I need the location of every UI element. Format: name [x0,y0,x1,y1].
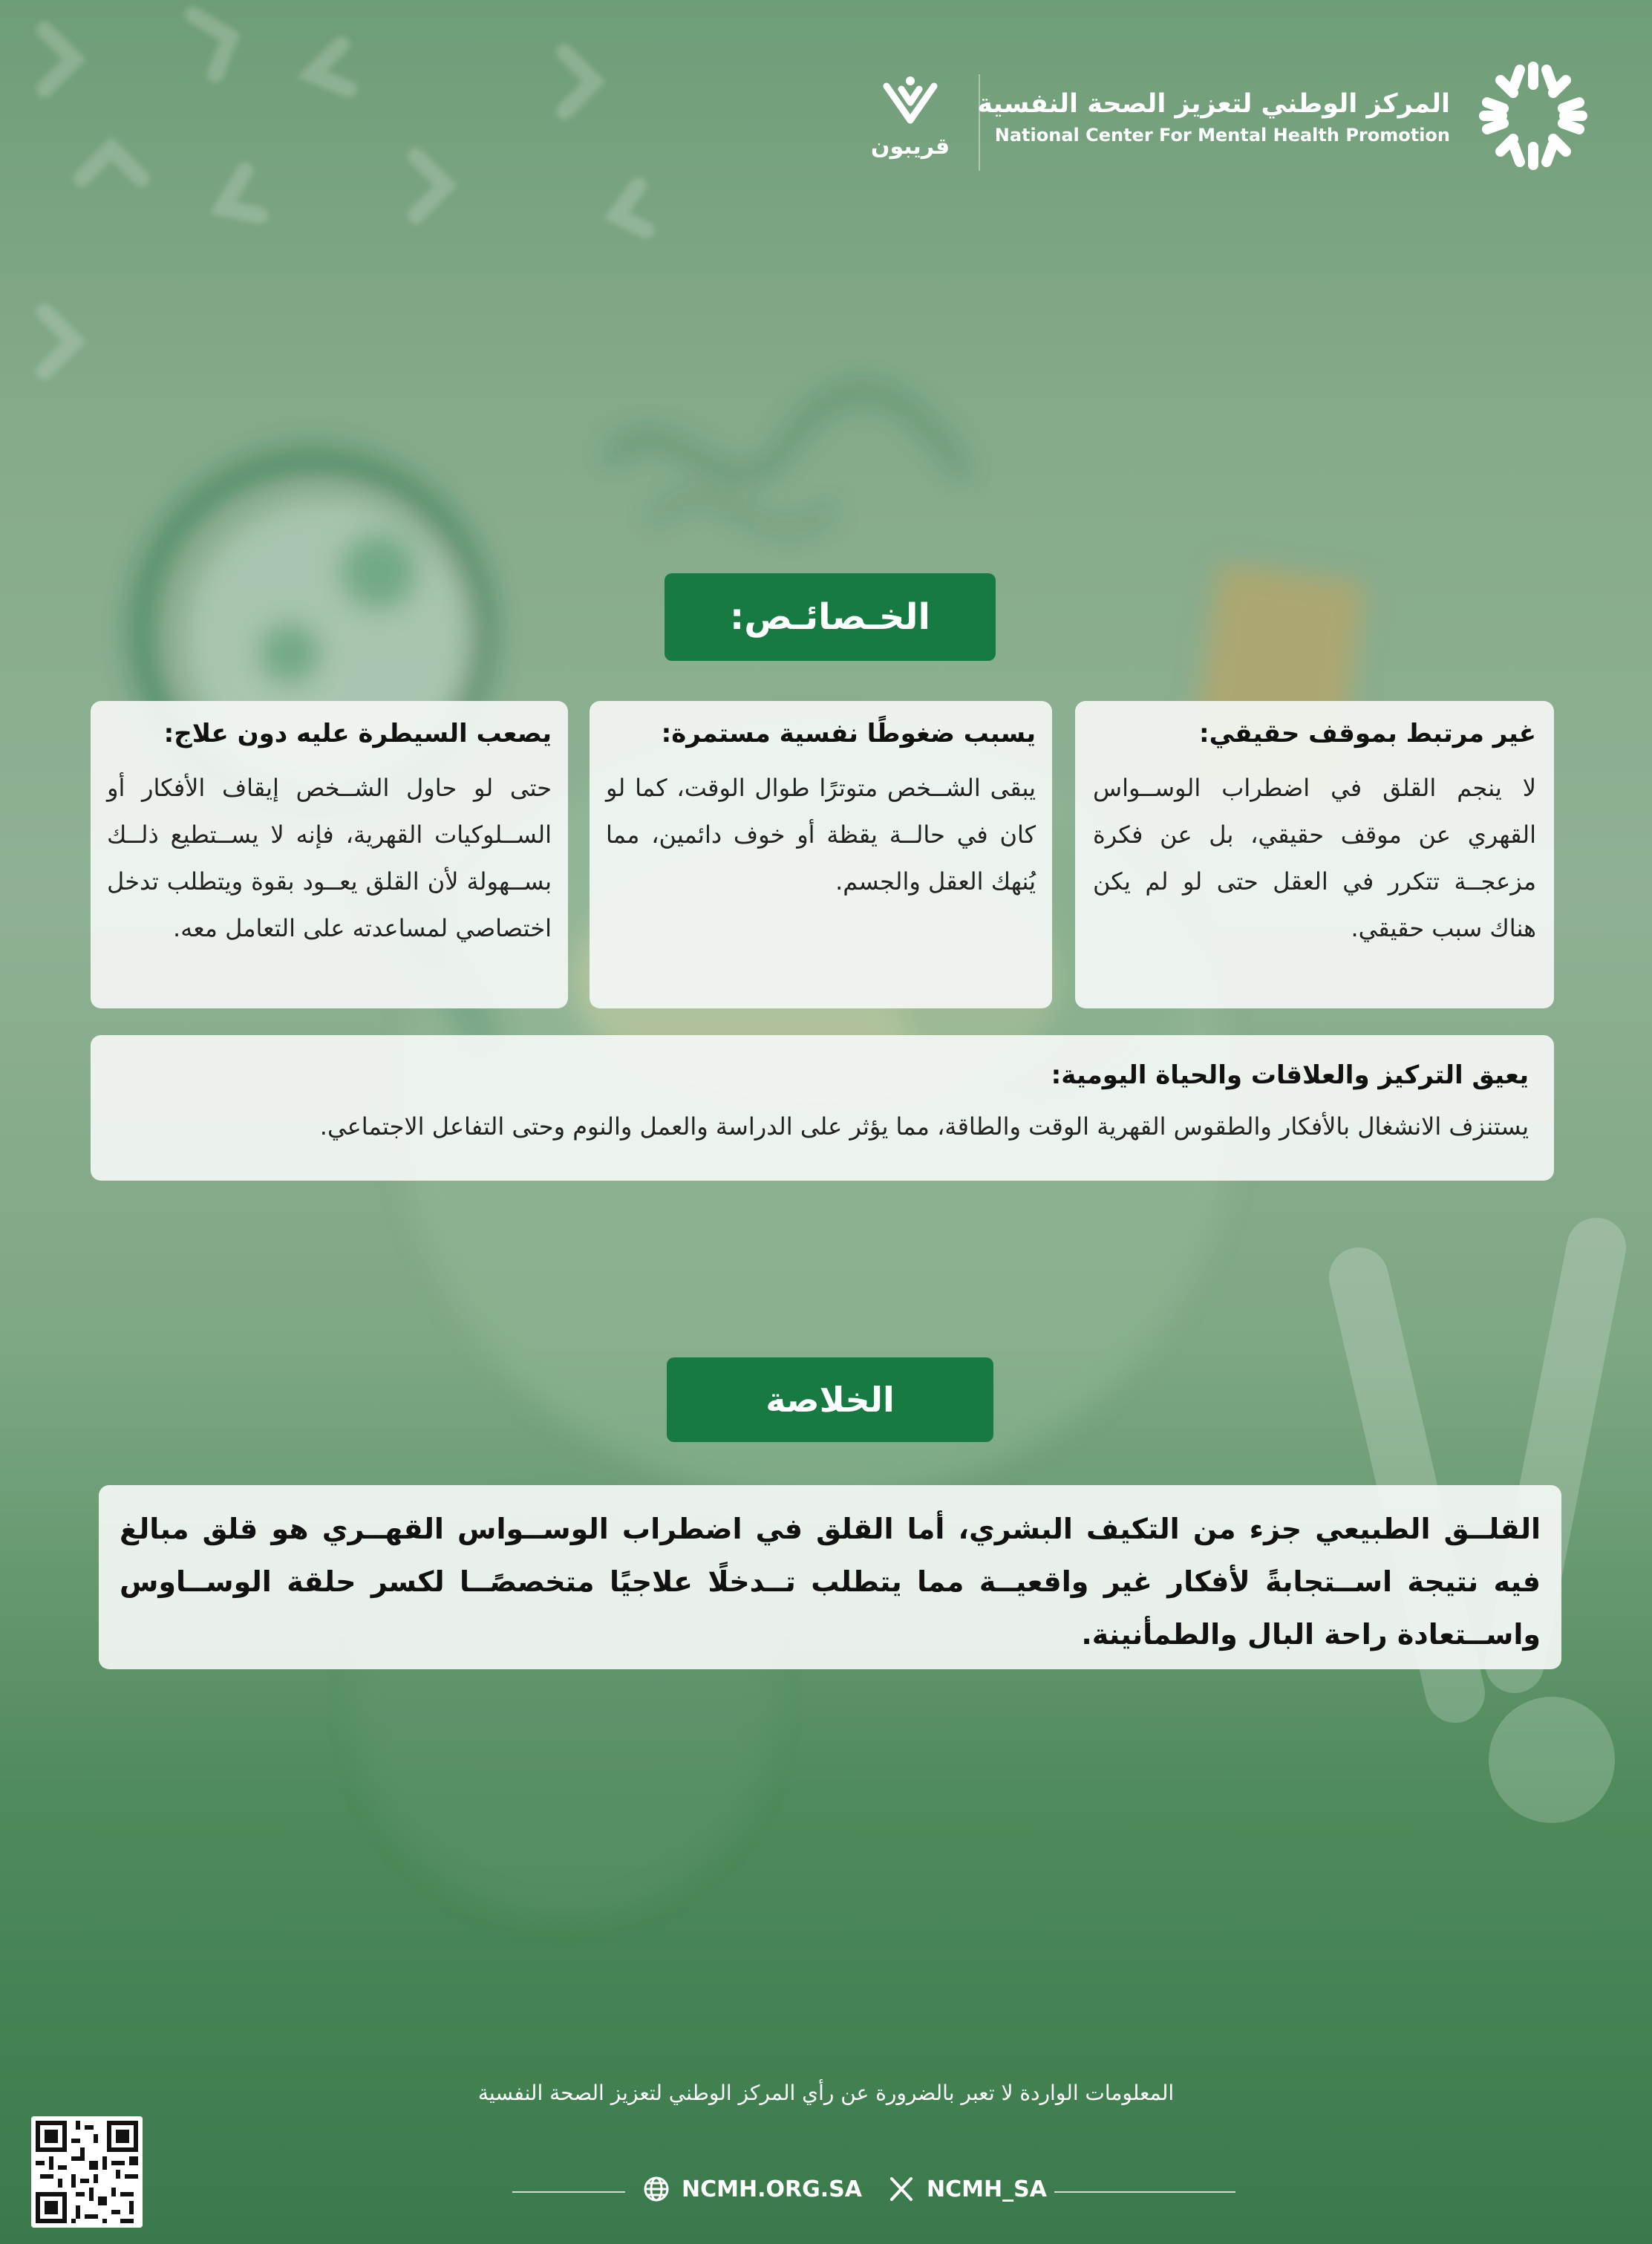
ncmh-logo-icon [1474,56,1593,175]
qareeboon-logo-icon [875,74,946,132]
characteristic-card-title: يسبب ضغوطًا نفسية مستمرة: [661,719,1036,748]
characteristic-card-title: يعيق التركيز والعلاقات والحياة اليومية: [1051,1060,1529,1090]
summary-heading: الخلاصة [667,1357,993,1442]
summary-body: القلــق الطبيعي جزء من التكيف البشري، أما القلق في اضطراب الوســواس القهــري هو قلق مبالغ فيه نتيجة اســتجابةً لأفكار غير واقعيــة مما يتطلب تــدخلًا علاجيًا متخصصًــا لكسر حلقة الوســاوس واســتعادة راحة البال والطمأنينة. [120,1513,1541,1651]
characteristic-card-wide [91,1035,1554,1181]
x-handle-text: NCMH_SA [927,2176,1047,2202]
org-name-english: National Center For Mental Health Promotion [994,125,1450,146]
globe-icon [643,2176,670,2202]
characteristic-card [1075,701,1554,1008]
characteristic-card-title: يصعب السيطرة عليه دون علاج: [163,719,552,748]
x-icon [888,2176,915,2202]
x-handle-link[interactable] [888,2176,1047,2202]
footer-divider-right [1054,2191,1235,2193]
characteristics-heading: الخـصائـص: [665,573,996,661]
qr-code-icon[interactable] [31,2116,143,2228]
characteristic-card-body: يبقى الشــخص متوترًا طوال الوقت، كما لو كان في حالــة يقظة أو خوف دائمين، مما يُنهك العقل والجسم. [606,774,1036,896]
characteristic-card-body: حتى لو حاول الشــخص إيقاف الأفكار أو الســلوكيات القهرية، فإنه لا يســتطيع ذلــك بســهولة لأن القلق يعــود بقوة ويتطلب تدخل اختصاصي لمساعدته على التعامل معه. [107,774,552,942]
characteristic-card-body: يستنزف الانشغال بالأفكار والطقوس القهرية الوقت والطاقة، مما يؤثر على الدراسة والعمل والنوم وحتى التفاعل الاجتماعي. [319,1112,1529,1141]
header-divider [979,74,980,171]
characteristic-card [590,701,1052,1008]
org-name-arabic: المركز الوطني لتعزيز الصحة النفسية [977,89,1450,119]
characteristic-card-body: لا ينجم القلق في اضطراب الوســواس القهري عن موقف حقيقي، بل عن فكرة مزعجــة تتكرر في العقل حتى لو لم يكن هناك سبب حقيقي. [1093,774,1536,942]
summary-card [99,1485,1561,1669]
header [0,45,1652,193]
disclaimer-text: المعلومات الواردة لا تعبر بالضرورة عن رأي المركز الوطني لتعزيز الصحة النفسية [477,2081,1175,2105]
characteristic-card-title: غير مرتبط بموقف حقيقي: [1199,719,1536,748]
footer-divider-left [512,2191,625,2193]
website-text: NCMH.ORG.SA [682,2176,862,2202]
characteristic-card [91,701,568,1008]
partner-name: قريبون [870,134,950,160]
website-link[interactable] [643,2176,862,2202]
